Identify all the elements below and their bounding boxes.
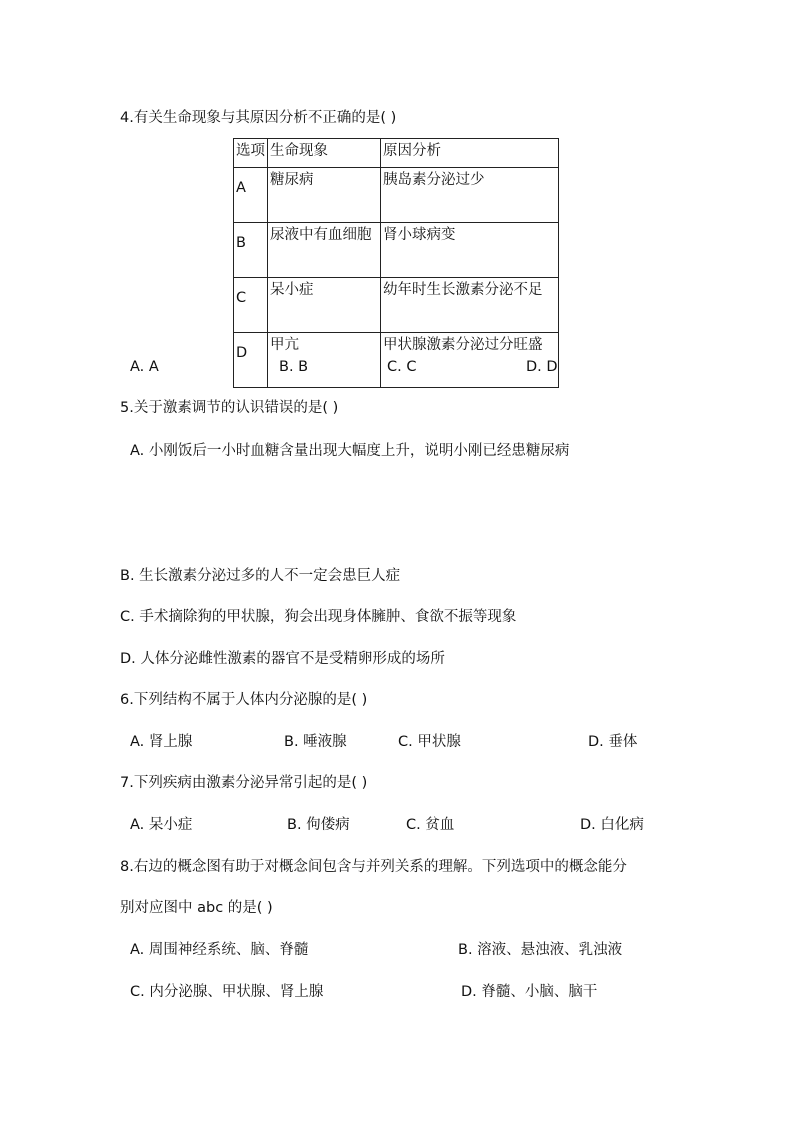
- q8-option-a: A. 周围神经系统、脑、脊髓: [130, 942, 309, 958]
- q6-option-a: A. 肾上腺: [130, 734, 193, 750]
- header-option: 选项: [234, 139, 268, 168]
- q4-option-a: A. A: [130, 359, 159, 375]
- row-cause: 幼年时生长激素分泌不足: [381, 278, 559, 333]
- q4-option-b: B. B: [279, 359, 309, 375]
- q6-stem: 6.下列结构不属于人体内分泌腺的是( ): [120, 692, 368, 708]
- row-option: A: [234, 168, 268, 223]
- table-header-row: [234, 139, 559, 168]
- q5-option-d: D. 人体分泌雌性激素的器官不是受精卵形成的场所: [120, 651, 445, 667]
- row-phenomenon: 甲亢: [268, 333, 381, 388]
- table-row: [234, 223, 559, 278]
- row-phenomenon: 尿液中有血细胞: [268, 223, 381, 278]
- q4-table: [233, 138, 559, 388]
- q5-option-b: B. 生长激素分泌过多的人不一定会患巨人症: [120, 568, 401, 584]
- row-phenomenon: 糖尿病: [268, 168, 381, 223]
- q5-option-a: A. 小刚饭后一小时血糖含量出现大幅度上升，说明小刚已经患糖尿病: [130, 443, 570, 459]
- q6-option-d: D. 垂体: [588, 734, 638, 750]
- header-phenomenon: 生命现象: [268, 139, 381, 168]
- q5-stem: 5.关于激素调节的认识错误的是( ): [120, 400, 339, 416]
- q4-option-c: C. C: [387, 359, 417, 375]
- q6-option-c: C. 甲状腺: [398, 734, 461, 750]
- row-cause: 甲状腺激素分泌过分旺盛: [381, 333, 559, 388]
- q4-option-d: D. D: [526, 359, 558, 375]
- table-row: [234, 168, 559, 223]
- q7-option-a: A. 呆小症: [130, 817, 193, 833]
- q7-option-d: D. 白化病: [580, 817, 644, 833]
- row-option: B: [234, 223, 268, 278]
- q8-option-c: C. 内分泌腺、甲状腺、肾上腺: [130, 984, 324, 1000]
- row-cause: 胰岛素分泌过少: [381, 168, 559, 223]
- q7-option-b: B. 佝偻病: [287, 817, 350, 833]
- q8-option-b: B. 溶液、悬浊液、乳浊液: [458, 942, 623, 958]
- q8-stem-line2: 别对应图中 abc 的是( ): [120, 900, 273, 916]
- row-cause: 肾小球病变: [381, 223, 559, 278]
- q8-option-d: D. 脊髓、小脑、脑干: [461, 984, 598, 1000]
- row-option: C: [234, 278, 268, 333]
- q8-stem-line1: 8.右边的概念图有助于对概念间包含与并列关系的理解。下列选项中的概念能分: [120, 859, 627, 875]
- row-phenomenon: 呆小症: [268, 278, 381, 333]
- q6-option-b: B. 唾液腺: [284, 734, 347, 750]
- q7-stem: 7.下列疾病由激素分泌异常引起的是( ): [120, 775, 368, 791]
- q7-option-c: C. 贫血: [406, 817, 455, 833]
- q5-option-c: C. 手术摘除狗的甲状腺，狗会出现身体臃肿、食欲不振等现象: [120, 609, 517, 625]
- row-option: D: [234, 333, 268, 388]
- header-cause: 原因分析: [381, 139, 559, 168]
- table-row: [234, 278, 559, 333]
- q4-stem: 4.有关生命现象与其原因分析不正确的是( ): [120, 110, 397, 126]
